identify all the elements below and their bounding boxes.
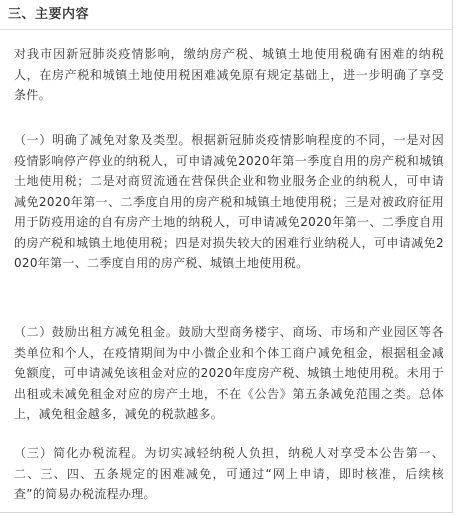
paragraph-item-two: （二）鼓励出租方减免租金。鼓励大型商务楼宇、商场、市场和产业园区等各类单位和个人，在疫情期间为中小微企业和个体工商户减免租金，根据租金减免额度，可申请减免该租金对应的2020年度房产税、城镇土地使用税。未用于出租或未减免租金对应的房产土地，不在《公告》第五条减免范围之类。总体上，减免租金越多，减免的税款越多。 (14, 325, 444, 421)
heading-divider (0, 29, 452, 30)
section-heading: 三、主要内容 (8, 7, 90, 22)
paragraph-item-three: （三）简化办税流程。为切实减轻纳税人负担，纳税人对享受本公告第一、二、三、四、五条规定的困难减免，可通过“网上申请，即时核准，后续核查”的简易办税流程办理。 (14, 446, 444, 501)
paragraph-intro: 对我市因新冠肺炎疫情影响，缴纳房产税、城镇土地使用税确有困难的纳税人，在房产税和城镇土地使用税困难减免原有规定基础上，进一步明确了享受条件。 (14, 47, 444, 102)
paragraph-item-one: （一）明确了减免对象及类型。根据新冠肺炎疫情影响程度的不同，一是对因疫情影响停产停业的纳税人，可申请减免2020年第一季度自用的房产税和城镇土地使用税；二是对商贸流通在营保供企业和物业服务企业的纳税人，可申请减免2020年第一、二季度自用的房产税和城镇土地使用税；三是对被政府征用用于防疫用途的自有房产土地的纳税人，可申请减免2020年第一、二季度自用的房产税和城镇土地使用税；四是对损失较大的困难行业纳税人，可申请减免2020年第一、二季度自用的房产税、城镇土地使用税。 (14, 133, 444, 270)
